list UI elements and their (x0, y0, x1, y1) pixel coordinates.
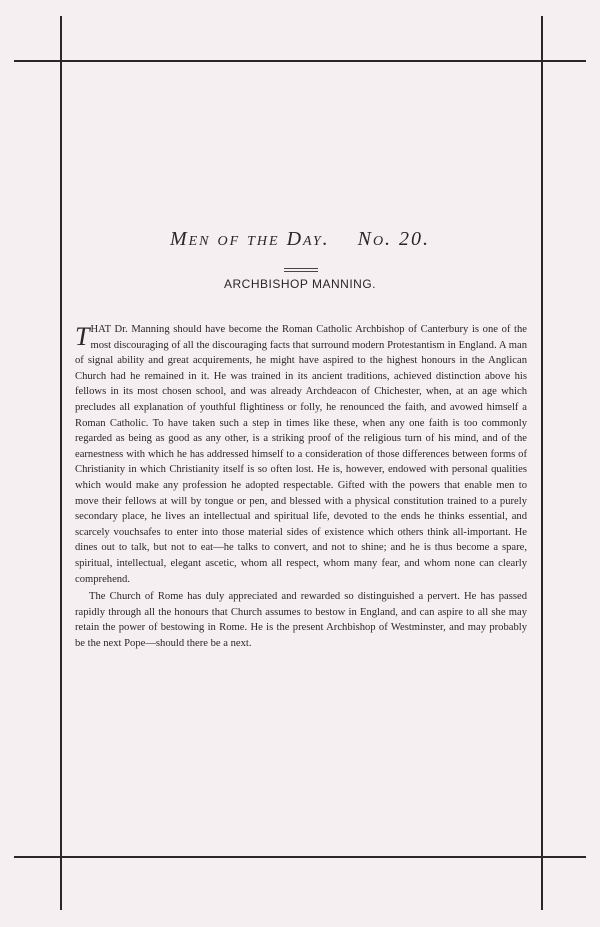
article-body (75, 322, 527, 651)
right-border-line (541, 16, 543, 910)
title-men-of-the-day: Men of the Day. (169, 228, 330, 250)
paragraph-1 (75, 322, 527, 587)
title-underline-second (284, 271, 318, 272)
drop-cap: T (75, 322, 90, 351)
title-number: No. 20. (357, 228, 431, 250)
top-border-line (14, 60, 586, 62)
paragraph-2: The Church of Rome has duly appreciated and rewarded so distinguished a pervert. He has passed rapidly through all the honours that Church assumes to bestow in England, and can aspire to all she may retain the power of bestowing in Rome. He is the present Archbishop of Westminster, and may probably be the next Pope—should there be a next. (75, 591, 527, 649)
article-subtitle: ARCHBISHOP MANNING. (224, 277, 376, 291)
bottom-border-line (14, 856, 586, 858)
paragraph-1-text: HAT Dr. Manning should have become the Roman Catholic Archbishop of Canterbury is one of the most discouraging of all the discouraging facts that surround modern Protestantism in England. A man of signal ability and great acquirements, he might have aspired to the highest honours in the Anglican Church had he remained in it. He was trained in its ancient traditions, achieved distinction above his fellows in its most chosen school, and was already Archdeacon of Chichester, when, at an age which precludes all explanation of youthful flightiness or folly, he renounced the faith, and avowed himself a Roman Catholic. To have taken such a step in times like these, when any one faith is too commonly regarded as being as good as any other, is a striking proof of the religious turn of his mind, and of the earnestness with which he has addressed himself to a consideration of those differences between forms of Christianity in which Christianity itself is so often lost. He is, however, endowed with personal qualities which would make any profession he adopted respectable. Gifted with the powers that enable men to move their fellows at will by tongue or pen, and blessed with a physical constitution trained to a purely secondary place, he lives an intellectual and spiritual life, devoted to the ends he thinks essential, and scarcely vouchsafes to enter into those material sides of existence which others think all-important. He dines out to talk, but not to eat—he talks to convert, and not to shine; and he is thus become a spare, spiritual, intellectual, elegant ascetic, whom all respect, whom many fear, and whom none can clearly comprehend. (75, 324, 527, 585)
page-title (60, 228, 540, 251)
left-border-line (60, 16, 62, 910)
title-underline (284, 268, 318, 269)
